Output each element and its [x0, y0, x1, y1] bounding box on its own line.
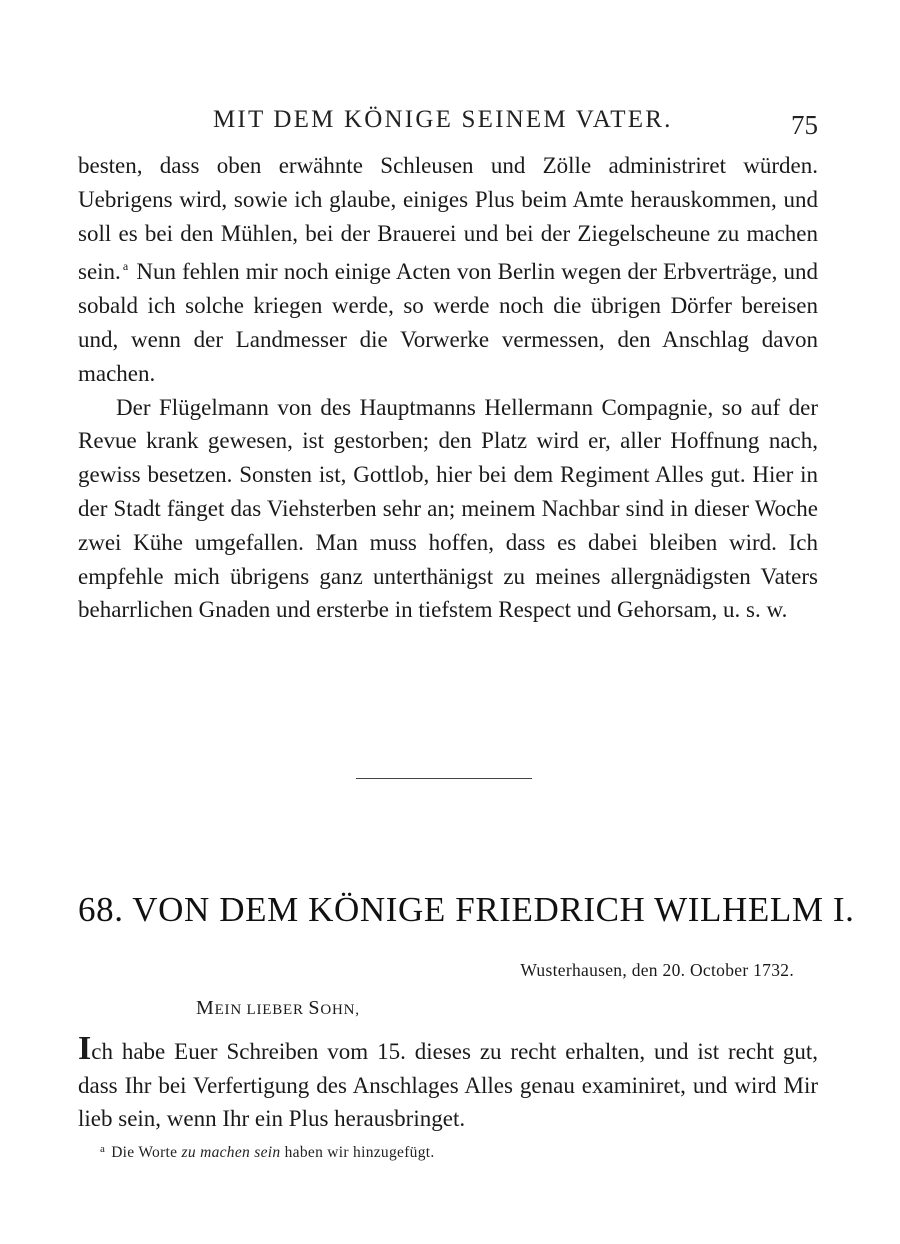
salutation-smallcaps-2: OHN, [320, 1002, 360, 1018]
footnote-text-before: Die Worte [111, 1144, 182, 1161]
paragraph-1-text-b: Nun fehlen mir noch einige Acten von Berlin wegen der Erbverträge, und sobald ich solche kriegen werde, so werde noch die übrigen Dörfer bereisen und, wenn der Landmesser die Vorwerke vermessen, den Anschlag davon machen. [78, 259, 819, 386]
salutation-cap-1: M [196, 997, 215, 1019]
book-page [78, 0, 855, 1244]
letter-salutation [196, 997, 360, 1020]
footnote [100, 1143, 435, 1162]
salutation-cap-2: S [308, 997, 321, 1019]
running-title: MIT DEM KÖNIGE SEINEM VATER. [213, 106, 673, 133]
body-text [78, 149, 818, 627]
paragraph-1 [78, 149, 818, 391]
paragraph-1-text-a: besten, dass oben erwähnte Schleusen und Zölle administriret würden. Uebrigens wird, sowie ich glaube, einiges Plus beim Amte herauskommen, und soll es bei den Mühlen, bei der Brauerei und bei der Ziegelscheune zu machen sein. [78, 153, 818, 285]
running-head [78, 106, 818, 140]
letter-dateline: Wusterhausen, den 20. October 1732. [520, 960, 794, 980]
section-divider [356, 778, 532, 779]
footnote-text-after: haben wir hinzugefügt. [280, 1144, 435, 1161]
salutation-smallcaps-1: EIN LIEBER [214, 1002, 309, 1018]
footnote-mark: a [100, 1143, 106, 1155]
letter-body [78, 1030, 818, 1136]
paragraph-2: Der Flügelmann von des Hauptmanns Hellermann Compagnie, so auf der Revue krank gewesen, ist gestorben; den Platz wird er, aller Hoffnung nach, gewiss besetzen. Sonsten ist, Gottlob, hier bei dem Regiment Alles gut. Hier in der Stadt fänget das Viehsterben sehr an; meinem Nachbar sind in dieser Woche zwei Kühe umgefallen. Man muss hoffen, dass es dabei bleiben wird. Ich empfehle mich übrigens ganz unterthänigst zu meines allergnädigsten Vaters beharrlichen Gnaden und ersterbe in tiefstem Respect und Gehorsam, u. s. w. [78, 394, 818, 623]
footnote-reference: a [122, 259, 129, 274]
initial-letter: I [78, 1030, 92, 1067]
footnote-emphasis: zu machen sein [181, 1144, 281, 1161]
letter-text: ch habe Euer Schreiben vom 15. dieses zu recht erhalten, und ist recht gut, dass Ihr bei Verfertigung des Anschlages Alles genau examiniret, und wird Mir lieb sein, wenn Ihr ein Plus herausbringet. [78, 1039, 818, 1131]
page-number: 75 [791, 110, 818, 140]
letter-heading: 68. VON DEM KÖNIGE FRIEDRICH WILHELM I. [78, 890, 855, 929]
letter-paragraph [78, 1030, 818, 1136]
